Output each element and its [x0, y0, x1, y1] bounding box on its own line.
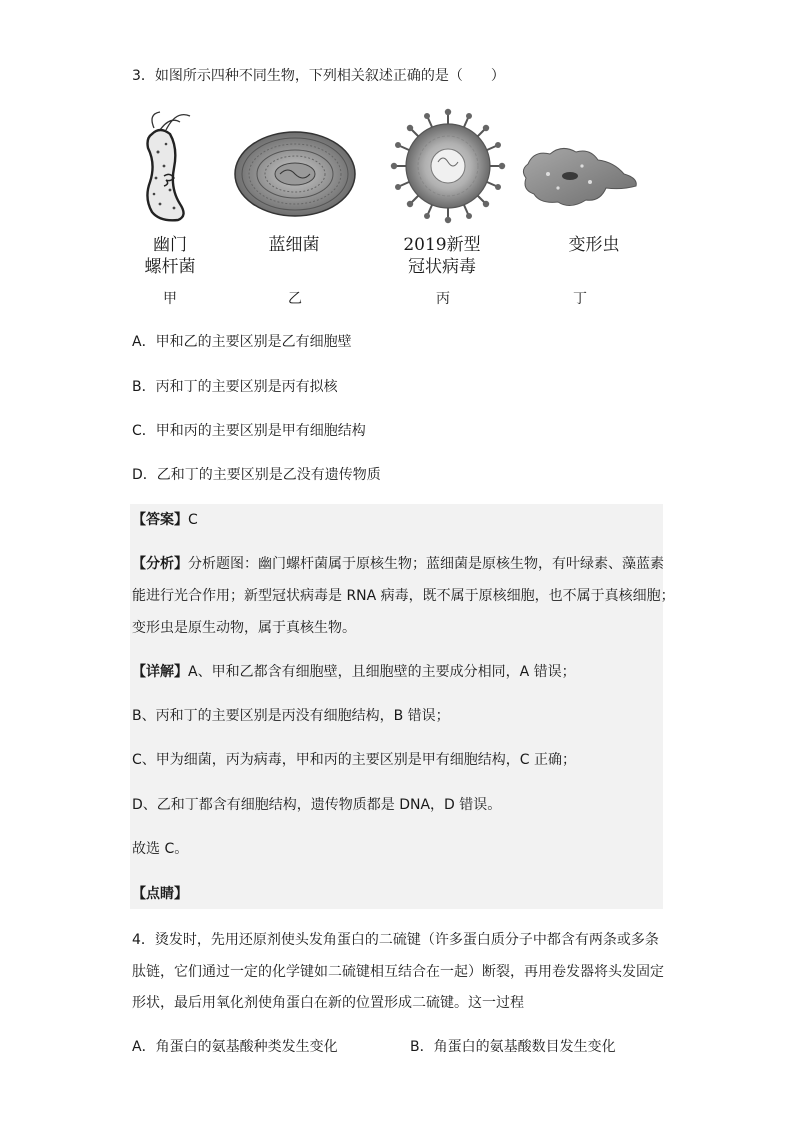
organism-name-bing: 2019新型 冠状病毒: [403, 235, 481, 277]
detail-line-2: B、丙和丁的主要区别是丙没有细胞结构，B 错误；: [132, 708, 450, 724]
question-4-stem-1: 4．烫发时，先用还原剂使头发角蛋白的二硫键（许多蛋白质分子中都含有两条或多条: [132, 932, 659, 948]
answer-label: 【答案】: [132, 512, 188, 528]
analysis-label: 【分析】: [132, 556, 188, 572]
cyanobacteria-image: [235, 132, 355, 216]
organism-tag-ding: 丁: [573, 291, 587, 307]
detail-line-5: 故选 C。: [132, 841, 189, 857]
organism-name-jia: 幽门 螺杆菌: [144, 235, 196, 277]
analysis-line-3: 变形虫是原生动物，属于真核生物。: [132, 620, 356, 636]
analysis-line-1: 【分析】分析题图：幽门螺杆菌属于原核生物；蓝细菌是原核生物，有叶绿素、藻蓝素: [132, 556, 664, 572]
answer-value: C: [188, 512, 198, 528]
detail-line-1: 【详解】A、甲和乙都含有细胞壁，且细胞壁的主要成分相同，A 错误；: [132, 664, 576, 680]
option-a: A．甲和乙的主要区别是乙有细胞壁: [132, 334, 352, 350]
q4-option-b: B．角蛋白的氨基酸数目发生变化: [410, 1039, 616, 1055]
organism-tag-jia: 甲: [163, 291, 177, 307]
option-c: C．甲和丙的主要区别是甲有细胞结构: [132, 423, 366, 439]
organisms-figure: [130, 108, 660, 308]
question-4-stem-2: 肽链，它们通过一定的化学键如二硫键相互结合在一起）断裂，再用卷发器将头发固定: [132, 964, 664, 980]
organism-name-ding: 变形虫: [568, 235, 620, 255]
coronavirus-image: [391, 109, 505, 223]
question-3-title: 3．如图所示四种不同生物，下列相关叙述正确的是（ ）: [132, 68, 505, 84]
comment-label: 【点睛】: [132, 886, 188, 902]
detail-label: 【详解】: [132, 664, 188, 680]
organisms-illustration: [130, 108, 660, 308]
detail-line-4: D、乙和丁都含有细胞结构，遗传物质都是 DNA，D 错误。: [132, 797, 502, 813]
option-d: D．乙和丁的主要区别是乙没有遗传物质: [132, 467, 381, 483]
q4-option-a: A．角蛋白的氨基酸种类发生变化: [132, 1039, 338, 1055]
analysis-line-2: 能进行光合作用；新型冠状病毒是 RNA 病毒，既不属于原核细胞，也不属于真核细胞；: [132, 588, 675, 604]
h-pylori-image: [147, 112, 190, 220]
organism-tag-yi: 乙: [288, 291, 302, 307]
organism-name-yi: 蓝细菌: [268, 235, 320, 255]
answer-line: [132, 510, 198, 530]
option-b: B．丙和丁的主要区别是丙有拟核: [132, 379, 338, 395]
organism-tag-bing: 丙: [436, 291, 450, 307]
question-4-stem-3: 形状，最后用氧化剂使角蛋白在新的位置形成二硫键。这一过程: [132, 995, 524, 1011]
amoeba-image: [523, 148, 636, 205]
detail-line-3: C、甲为细菌，丙为病毒，甲和丙的主要区别是甲有细胞结构，C 正确；: [132, 752, 576, 768]
